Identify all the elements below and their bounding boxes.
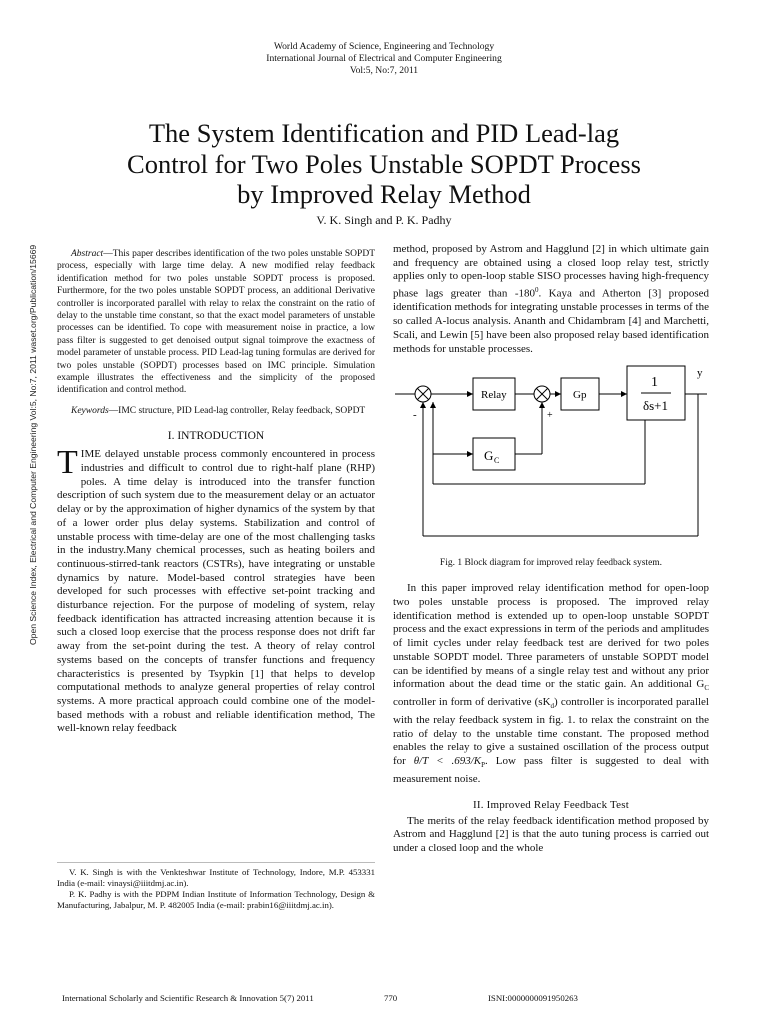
- intro-paragraph: [57, 444, 375, 736]
- gp-label: Gp: [573, 389, 587, 402]
- title-line-3: by Improved Relay Method: [237, 179, 531, 209]
- right-paragraph-continued: [393, 243, 709, 356]
- gc-label: G: [484, 448, 494, 464]
- intro-text: IME delayed unstable process commonly encountered in process industries and difficult to control due to right-half plane (RHP) poles. A time delay is introduced into the transfer function description of such system due to the measurement delay or an actuator delay or by the approximation of higher dynamics of the system by that of a lower order plus delay systems. Stabilization and control of unstable process with time-delay are one of the most challenging tasks in the industry.Many chemical processes, such as heating boilers and continuous-stirred-tank reactors (CSTRs), have integrating or unstable dynamics by nature. Model-based control strategies have been developed for such processes with effective set-point tracking and disturbance rejection. For the purpose of modeling of system, relay feedback identification has attracted increasing attention because it is such a closed loop exercise that the process response does not drift far away from the set-point during the test. A theory of relay control systems based on the concepts of transfer functions and frequency characteristics is presented by Tsypkin [1] that helps to develop computational methods to analyze general properties of relay control systems. A more practical approach could combine one of the model-based methods with a robust and reliable identification method, The well-known relay feedback: [57, 448, 375, 735]
- footer-isni: ISNI:0000000091950263: [488, 993, 578, 1003]
- para2-condition-subscript: P: [481, 761, 486, 770]
- para2-text-a: In this paper improved relay identification method for open-loop two poles unstable process is proposed. The improved relay identification method is extended up to open-loop unstable SOPDT process and the exact expressions in term of the periods and amplitudes of limit cycles under relay feedback test are derived for two poles unstable SOPDT model. Three parameters of unstable SOPDT model can be identified by means of a single relay test and without any prior information about the dead time or the static gain. An additional G: [393, 582, 709, 691]
- para2-condition: θ/T < .693/K: [413, 755, 482, 768]
- footnote-2: P. K. Padhy is with the PDPM Indian Institute of Information Technology, Design & Manufacturing, Jabalpur, M. P. 482005 India (e-mail: prabin16@iiitdmj.ac.in).: [57, 889, 375, 910]
- paper-title: [40, 118, 728, 210]
- para2-text-c: ) controller is incorporated parallel with the relay feedback system in fig. 1. to relax the constraint on the ratio of delay to the unstable time constant. The proposed method enables the relay to give a sustained oscillation of the process output for: [393, 696, 709, 768]
- filter-numerator: 1: [651, 375, 658, 391]
- abstract-label: Abstract: [71, 249, 104, 259]
- para2-kd-subscript: d: [550, 702, 555, 711]
- header-line-3: Vol:5, No:7, 2011: [349, 65, 419, 76]
- continued-text-a: method, proposed by Astrom and Hagglund [2] in which ultimate gain and frequency are obtained using a closed loop relay test, strictly applies only to open-loop stable SISO processes having high-frequency phase lags greater than -180: [393, 243, 709, 300]
- title-line-2: Control for Two Poles Unstable SOPDT Process: [127, 148, 641, 179]
- abstract: [57, 248, 375, 397]
- journal-header: [0, 41, 768, 77]
- abstract-text: This paper describes identification of the two poles unstable SOPDT process, especially with large time delay. A new modified relay feedback identification method for two poles unstable SOPDT process is proposed. Furthermore, for the two poles unstable SOPDT process, an additional Derivative controller is incorporated parallel with relay to relax the constraint on the ratio of delay to the unstable time constant, so that the exact model parameters of unstable processes can be identified. To cope with measurement noise in practice, a low pass filter is suggested to get denoised output signal toimprove the exactness of model parameter of unstable process. PID Lead-lag tuning formulas are derived for two poles unstable (SOPDT) processes based on IMC principle. Simulation example illustrates the effectiveness and the simplicity of the proposed identification and control method.: [57, 249, 375, 396]
- continued-text-b: . Kaya and Atherton [3] proposed identification methods for integrating unstable processes in terms of the so called A-locus analysis. Ananth and Chidambram [4] and Marchetti, Scali, and Lewin [5] have been also proposed relay based identification methods for unstable processes.: [393, 287, 709, 355]
- right-column: [393, 243, 709, 856]
- para2-text-d: . Low pass filter is suggested to deal with measurement noise.: [393, 755, 709, 785]
- relay-label: Relay: [481, 389, 507, 402]
- figure-caption: Fig. 1 Block diagram for improved relay feedback system.: [439, 558, 663, 569]
- keywords-label: Keywords: [71, 405, 109, 416]
- output-label: y: [697, 367, 703, 380]
- degree-superscript: 0: [535, 286, 539, 295]
- section2-paragraph: The merits of the relay feedback identification method proposed by Astrom and Hagglund [2] is that the auto tuning process is carried out under a closed loop and the whole: [393, 814, 709, 855]
- title-line-1: The System Identification and PID Lead-lag: [148, 118, 620, 148]
- side-note: Open Science Index, Electrical and Computer Engineering Vol:5, No:7, 2011 waset.org/Publication/15669: [28, 244, 38, 645]
- minus-sign: -: [413, 409, 417, 422]
- block-diagram-figure: [393, 364, 709, 549]
- left-column: [57, 248, 375, 736]
- header-line-2: International Journal of Electrical and Computer Engineering: [266, 53, 502, 64]
- drop-cap: T: [57, 444, 78, 482]
- right-paragraph-2: [393, 582, 709, 786]
- footnote-1: V. K. Singh is with the Venkteshwar Institute of Technology, Indore, M.P. 453331 India (e-mail: vinaysi@iiitdmj.ac.in).: [57, 867, 375, 888]
- para2-text-b: controller in form of derivative (sK: [393, 696, 551, 709]
- plus-sign: +: [547, 410, 553, 422]
- page-number: 770: [384, 993, 398, 1003]
- section-heading-introduction: I. INTRODUCTION: [167, 430, 265, 443]
- footer-left: International Scholarly and Scientific Research & Innovation 5(7) 2011: [62, 993, 314, 1003]
- footnotes: [57, 862, 375, 911]
- filter-denominator: δs+1: [643, 398, 669, 414]
- keywords-text: IMC structure, PID Lead-lag controller, Relay feedback, SOPDT: [118, 405, 366, 416]
- authors: V. K. Singh and P. K. Padhy: [316, 213, 452, 227]
- section-heading-2: II. Improved Relay Feedback Test: [472, 798, 630, 811]
- abstract-dash: —: [103, 249, 113, 259]
- keywords: [57, 405, 375, 417]
- gc-block: [473, 438, 515, 470]
- gc-subscript: C: [494, 456, 500, 466]
- header-line-1: World Academy of Science, Engineering and Technology: [273, 41, 495, 52]
- para2-gc-subscript: C: [704, 684, 709, 693]
- keywords-dash: —: [108, 405, 119, 416]
